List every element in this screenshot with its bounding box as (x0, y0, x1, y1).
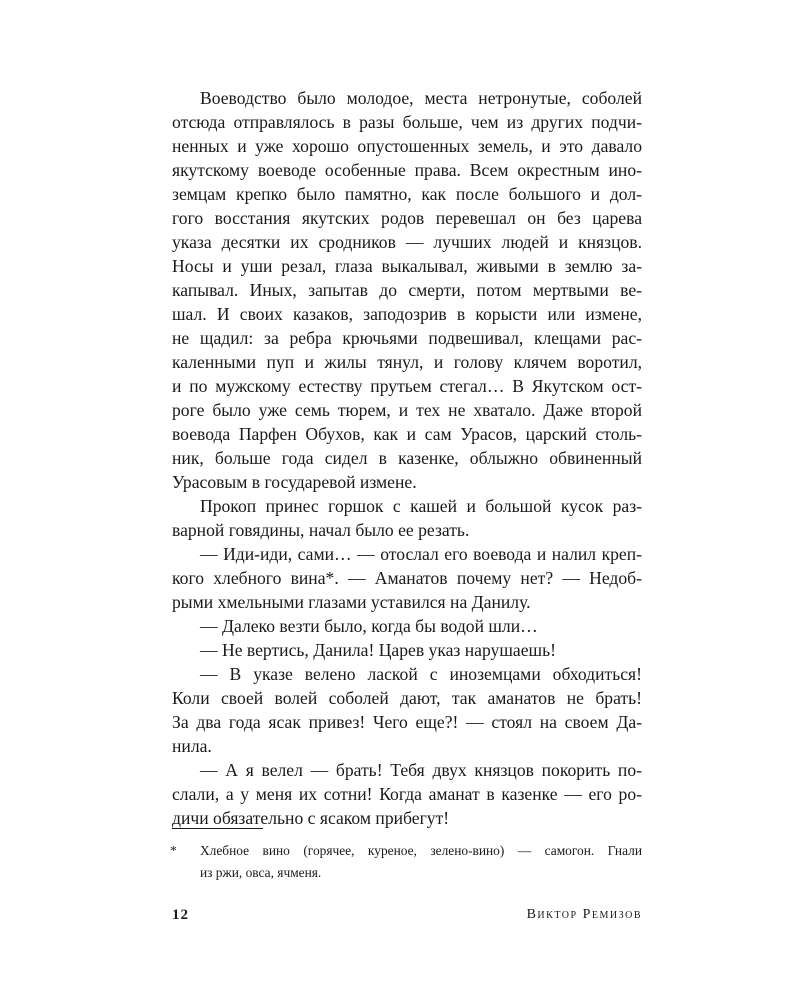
footnote-line: Хлебное вино (горячее, куреное, зелено-вино) — самогон. Гнали (200, 843, 642, 858)
body-line: дичи обязательно с ясаком прибегут! (172, 808, 450, 828)
body-line: земцам крепко было памятно, как после большого и дол- (172, 184, 642, 204)
body-line: нила. (172, 736, 212, 756)
body-line: — А я велел — брать! Тебя двух князцов покорить по- (200, 760, 642, 780)
running-head-author: Виктор Ремизов (526, 907, 642, 922)
body-line: роге было уже семь тюрем, и тех не хватало. Даже второй (172, 400, 642, 420)
body-line: якутскому воеводе особенные права. Всем окрестным ино- (172, 160, 642, 180)
body-text (172, 86, 642, 830)
body-line: Воеводство было молодое, места нетронутые, соболей (200, 88, 642, 108)
page-number: 12 (172, 907, 189, 923)
body-line: — В указе велено лаской с иноземцами обходиться! (200, 664, 642, 684)
body-line: слали, а у меня их сотни! Когда аманат в казенке — его ро- (172, 784, 642, 804)
body-line: не щадил: за ребра крючьями подвешивал, клещами рас- (172, 328, 642, 348)
body-line: варной говядины, начал было ее резать. (172, 520, 470, 540)
body-line: Носы и уши резал, глаза выкалывал, живыми в землю за- (172, 256, 642, 276)
body-line: шал. И своих казаков, заподозрив в корысти или измене, (172, 304, 642, 324)
body-line: Урасовым в государевой измене. (172, 472, 417, 492)
body-line: Прокоп принес горшок с кашей и большой кусок раз- (200, 496, 642, 516)
body-line: ник, больше года сидел в казенке, облыжно обвиненный (172, 448, 642, 468)
body-line: и по мужскому естеству прутьем стегал… В Якутском ост- (172, 376, 642, 396)
body-line: гого восстания якутских родов перевешал он без царева (172, 208, 642, 228)
body-line: ненных и уже хорошо опустошенных земель, и это давало (172, 136, 642, 156)
body-line: каленными пуп и жилы тянул, и голову клячем воротил, (172, 352, 642, 372)
body-line: воевода Парфен Обухов, как и сам Урасов, царский столь- (172, 424, 642, 444)
body-line: — Не вертись, Данила! Царев указ нарушаешь! (200, 640, 556, 660)
body-line: указа десятки их сродников — лучших людей и князцов. (172, 232, 642, 252)
body-line: Коли своей волей соболей дают, так аманатов не брать! (172, 688, 642, 708)
body-line: За два года ясак привез! Чего еще?! — стоял на своем Да- (172, 712, 642, 732)
footnote-divider (172, 828, 263, 829)
body-line: — Далеко везти было, когда бы водой шли… (200, 616, 538, 636)
body-line: капывал. Иных, запытав до смерти, потом мертвыми ве- (172, 280, 642, 300)
footnote-line: из ржи, овса, ячменя. (200, 865, 322, 880)
body-line: отсюда отправлялось в разы больше, чем из других подчи- (172, 112, 642, 132)
body-line: рыми хмельными глазами уставился на Данилу. (172, 592, 531, 612)
footnote (172, 840, 642, 884)
body-line: — Иди-иди, сами… — отослал его воевода и налил креп- (200, 544, 642, 564)
footnote-marker: * (170, 843, 177, 858)
body-line: кого хлебного вина*. — Аманатов почему нет? — Недоб- (172, 568, 642, 588)
